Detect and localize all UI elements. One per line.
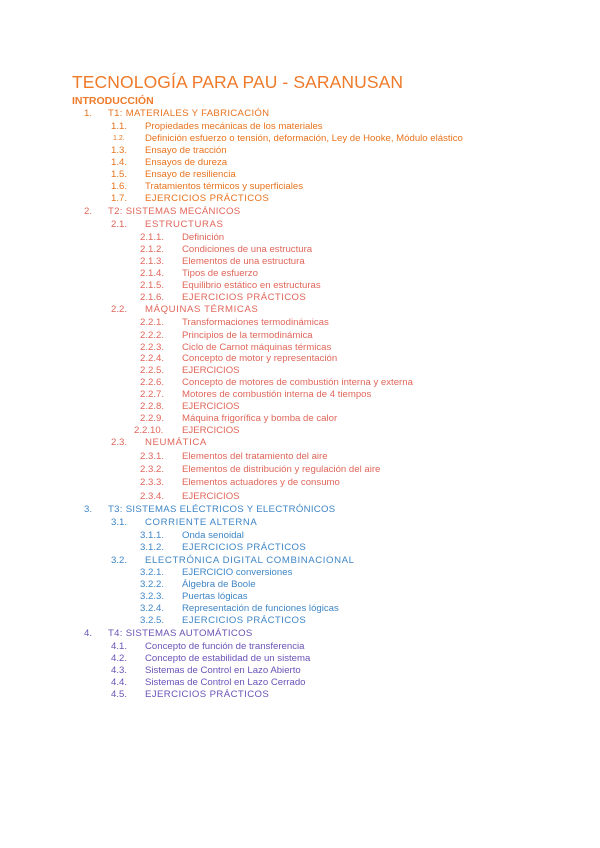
- item-label: EJERCICIOS PRÁCTICOS: [182, 291, 307, 303]
- item-label: EJERCICIOS: [182, 364, 240, 376]
- item-label: Sistemas de Control en Lazo Cerrado: [145, 677, 306, 688]
- item-label: Puertas lógicas: [182, 591, 248, 602]
- item-number: 2.2.10.: [134, 424, 164, 436]
- item-number: 2.1.6.: [140, 291, 165, 303]
- item-number: 2.2.7.: [140, 389, 165, 400]
- item-number: 2.3.3.: [140, 477, 165, 488]
- item-label: Concepto de motor y representación: [182, 352, 338, 364]
- item-label: Álgebra de Boole: [182, 579, 256, 590]
- chapter-label: T2: SISTEMAS MECÁNICOS: [108, 206, 241, 217]
- item-number: 3.2.1.: [140, 567, 165, 578]
- item-label: Tipos de esfuerzo: [182, 267, 258, 279]
- item-number: 1.6.: [111, 180, 128, 192]
- item-number: 2.3.2.: [140, 464, 165, 475]
- item-label: Condiciones de una estructura: [182, 243, 313, 255]
- item-label: EJERCICIOS PRÁCTICOS: [182, 542, 307, 553]
- item-label: Concepto de estabilidad de un sistema: [145, 653, 311, 664]
- item-number: 2.2.1.: [140, 317, 165, 328]
- item-label: EJERCICIOS PRÁCTICOS: [145, 689, 270, 700]
- item-label: EJERCICIOS: [182, 424, 240, 436]
- item-number: 2.2.5.: [140, 364, 165, 376]
- section-number: 3.2.: [111, 555, 128, 566]
- section-number: 2.3.: [111, 437, 128, 448]
- chapter-number: 1.: [84, 108, 93, 119]
- item-label: Concepto de motores de combustión interna y externa: [182, 377, 413, 388]
- item-number: 4.3.: [111, 665, 128, 676]
- item-label: Ensayos de dureza: [145, 156, 228, 168]
- item-label: Ensayo de resiliencia: [145, 168, 236, 180]
- item-label: Elementos del tratamiento del aire: [182, 451, 328, 462]
- section-label: ELECTRÓNICA DIGITAL COMBINACIONAL: [145, 555, 355, 566]
- item-number: 2.1.4.: [140, 267, 165, 279]
- item-label: Ensayo de tracción: [145, 144, 227, 156]
- item-number: 1.4.: [111, 156, 128, 168]
- item-number: 1.1.: [111, 120, 128, 132]
- item-label: EJERCICIOS PRÁCTICOS: [145, 192, 270, 204]
- item-number: 3.1.2.: [140, 542, 165, 553]
- item-label: Ciclo de Carnot máquinas térmicas: [182, 341, 332, 353]
- section-number: 2.2.: [111, 303, 128, 315]
- item-number: 2.1.5.: [140, 279, 165, 291]
- section-label: ESTRUCTURAS: [145, 219, 224, 230]
- item-label: Principios de la termodinámica: [182, 329, 313, 341]
- item-label: Equilibrio estático en estructuras: [182, 279, 321, 291]
- section-number: 2.1.: [111, 219, 128, 230]
- item-number: 2.2.3.: [140, 341, 165, 353]
- item-number: 2.1.3.: [140, 255, 165, 267]
- item-number: 1.3.: [111, 144, 128, 156]
- item-label: Motores de combustión interna de 4 tiempos: [182, 389, 372, 400]
- item-number: 2.3.4.: [140, 490, 165, 502]
- item-label: EJERCICIOS: [182, 401, 240, 412]
- item-number: 4.2.: [111, 653, 128, 664]
- item-label: Elementos de distribución y regulación del aire: [182, 464, 381, 475]
- chapter-number: 3.: [84, 504, 93, 515]
- item-number: 1.7.: [111, 192, 128, 204]
- item-number: 4.4.: [111, 677, 128, 688]
- item-number: 3.2.2.: [140, 579, 165, 590]
- chapter-number: 4.: [84, 628, 93, 639]
- item-number: 3.2.4.: [140, 603, 165, 614]
- item-label: Sistemas de Control en Lazo Abierto: [145, 665, 301, 676]
- item-number: 2.2.8.: [140, 401, 165, 412]
- item-label: Definición esfuerzo o tensión, deformación, Ley de Hooke, Módulo elástico: [145, 132, 463, 144]
- item-number: 1.5.: [111, 168, 128, 180]
- item-label: Tratamientos térmicos y superficiales: [145, 180, 303, 192]
- item-number: 2.2.6.: [140, 377, 165, 388]
- section-number: 3.1.: [111, 517, 128, 528]
- item-label: Concepto de función de transferencia: [145, 641, 305, 652]
- item-label: Propiedades mecánicas de los materiales: [145, 120, 323, 132]
- item-number: 3.2.5.: [140, 615, 165, 626]
- chapter-label: T3: SISTEMAS ELÉCTRICOS Y ELECTRÓNICOS: [108, 504, 336, 515]
- item-label: EJERCICIOS: [182, 490, 240, 502]
- chapter-number: 2.: [84, 206, 93, 217]
- item-number: 3.2.3.: [140, 591, 165, 602]
- item-label: Elementos de una estructura: [182, 255, 305, 267]
- item-number: 2.2.4.: [140, 352, 165, 364]
- item-number: 3.1.1.: [140, 530, 165, 541]
- item-label: EJERCICIOS PRÁCTICOS: [182, 615, 307, 626]
- item-label: EJERCICIO conversiones: [182, 567, 293, 578]
- item-number: 2.2.2.: [140, 329, 165, 341]
- section-label: CORRIENTE ALTERNA: [145, 517, 258, 528]
- item-number: 4.1.: [111, 641, 128, 652]
- item-number: 2.2.9.: [140, 413, 165, 424]
- section-label: NEUMÁTICA: [145, 437, 207, 448]
- item-label: Transformaciones termodinámicas: [182, 317, 329, 328]
- chapter-label: T1: MATERIALES Y FABRICACIÓN: [108, 108, 270, 119]
- section-label: MÁQUINAS TÉRMICAS: [145, 303, 259, 315]
- item-number: 4.5.: [111, 689, 128, 700]
- intro-heading: INTRODUCCIÓN: [72, 95, 154, 107]
- item-label: Elementos actuadores y de consumo: [182, 477, 340, 488]
- chapter-label: T4: SISTEMAS AUTOMÁTICOS: [108, 628, 253, 639]
- item-number: 2.1.1.: [140, 231, 165, 243]
- item-label: Máquina frigorífica y bomba de calor: [182, 413, 338, 424]
- document-title: TECNOLOGÍA PARA PAU - SARANUSAN: [72, 72, 404, 92]
- item-label: Definición: [182, 231, 225, 243]
- item-number: 1.2.: [113, 134, 125, 142]
- item-label: Representación de funciones lógicas: [182, 603, 339, 614]
- item-label: Onda senoidal: [182, 530, 244, 541]
- item-number: 2.1.2.: [140, 243, 165, 255]
- item-number: 2.3.1.: [140, 451, 165, 462]
